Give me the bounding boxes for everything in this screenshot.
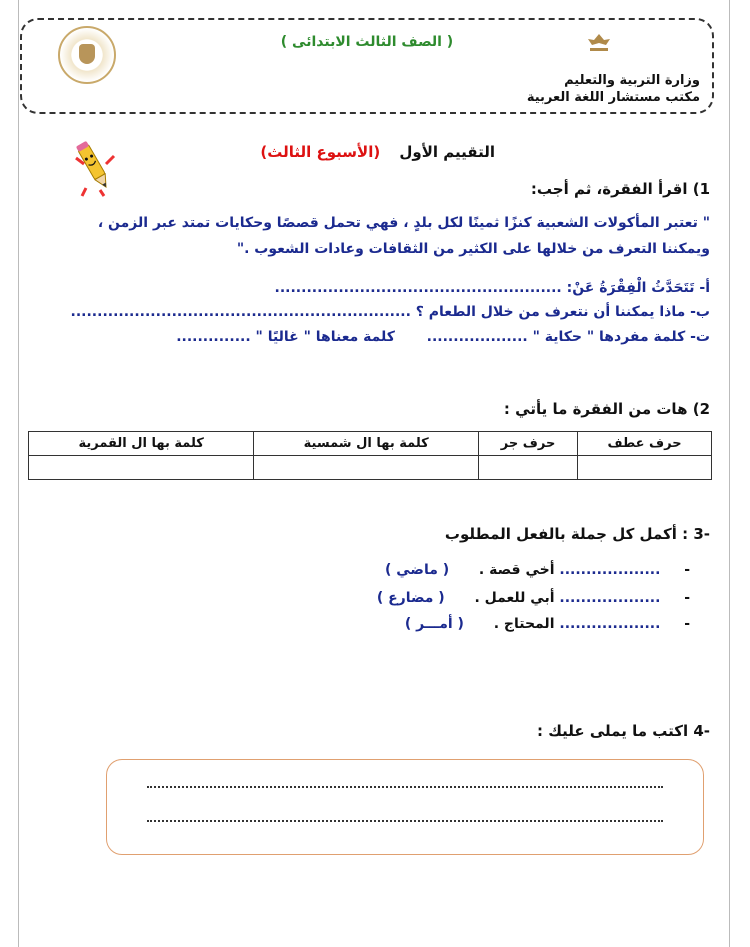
question-1-number: 1) bbox=[692, 180, 710, 198]
verb-sentence-text: المحتاج . bbox=[493, 616, 555, 632]
assessment-name: التقييم الأول bbox=[399, 143, 495, 161]
verb-tense-tag: ( أمـــر ) bbox=[404, 616, 464, 632]
dictation-line-2[interactable] bbox=[147, 820, 663, 822]
verb-sentence-dash: - bbox=[684, 590, 690, 606]
question-2-instruction: هات من الفقرة ما يأتي : bbox=[503, 400, 688, 418]
table-answer-row bbox=[29, 456, 712, 480]
reading-passage bbox=[50, 210, 710, 262]
question-3-heading bbox=[445, 525, 710, 543]
question-1b-label: ب- ماذا يمكننا أن نتعرف من خلال الطعام ؟ bbox=[415, 304, 710, 320]
table-header-cell: حرف جر bbox=[479, 432, 578, 456]
question-4-heading bbox=[537, 722, 710, 740]
dictation-line-1[interactable] bbox=[147, 786, 663, 788]
question-4-instruction: اكتب ما يملى عليك : bbox=[536, 722, 689, 740]
question-4-number: -4 bbox=[693, 722, 710, 740]
grade-label: ( الصف الثالث الابتدائى ) bbox=[280, 34, 454, 50]
question-2-number: 2) bbox=[692, 400, 710, 418]
question-2-heading bbox=[504, 400, 710, 418]
ministry-line-1: وزارة التربية والتعليم bbox=[564, 73, 700, 88]
question-1c-label-1: ت- كلمة مفردها " حكاية " bbox=[532, 329, 710, 345]
verb-sentence-text: أخي قصة . bbox=[478, 562, 555, 578]
verb-sentence-text: أبي للعمل . bbox=[474, 590, 555, 606]
question-1c bbox=[176, 329, 710, 345]
verb-sentence-3 bbox=[405, 616, 690, 632]
verb-answer-line[interactable]: ................... bbox=[559, 562, 661, 578]
ministry-name bbox=[527, 72, 700, 106]
verb-sentence-dash: - bbox=[684, 562, 690, 578]
question-3-instruction: : أكمل كل جملة بالفعل المطلوب bbox=[444, 525, 689, 543]
worksheet-header bbox=[20, 18, 714, 114]
table-answer-cell[interactable] bbox=[578, 456, 712, 480]
passage-line-1: " تعتبر المأكولات الشعبية كنزًا ثمينًا لكل بلدٍ ، فهي تحمل قصصًا وحكايات تمتد عبر الزمن ، bbox=[97, 215, 710, 231]
ministry-line-2: مكتب مستشار اللغة العربية bbox=[526, 90, 700, 105]
question-1b bbox=[71, 304, 710, 320]
question-1-heading bbox=[531, 180, 710, 198]
pencil-mascot-icon bbox=[70, 138, 120, 198]
table-header-cell: كلمة بها ال شمسية bbox=[254, 432, 479, 456]
verb-answer-line[interactable]: ................... bbox=[559, 616, 661, 632]
question-1a bbox=[275, 280, 710, 296]
assessment-title bbox=[260, 143, 495, 161]
question-1a-label: أ- تَتَحَدَّثُ الْفِقْرَةُ عَنْ: bbox=[566, 280, 710, 296]
ministry-emblem-icon bbox=[586, 32, 612, 54]
verb-tense-tag: ( مضارع ) bbox=[376, 590, 445, 606]
table-answer-cell[interactable] bbox=[479, 456, 578, 480]
passage-line-2: ويمكننا التعرف من خلالها على الكثير من الثقافات وعادات الشعوب ." bbox=[236, 241, 710, 257]
question-1b-answer-line[interactable]: ................................................................ bbox=[70, 304, 411, 320]
question-1c-answer-line-2[interactable]: .............. bbox=[176, 329, 251, 345]
word-classification-table bbox=[28, 431, 712, 480]
table-header-cell: حرف عطف bbox=[578, 432, 712, 456]
question-3-number: -3 bbox=[693, 525, 710, 543]
question-1a-answer-line[interactable]: ...................................................... bbox=[274, 280, 562, 296]
assessment-week: (الأسبوع الثالث) bbox=[260, 143, 381, 161]
verb-answer-line[interactable]: ................... bbox=[559, 590, 661, 606]
dictation-box[interactable] bbox=[106, 759, 704, 855]
question-1-instruction: اقرأ الفقرة، ثم أجب: bbox=[530, 180, 688, 198]
verb-sentence-2 bbox=[377, 590, 690, 606]
table-answer-cell[interactable] bbox=[29, 456, 254, 480]
verb-sentence-1 bbox=[385, 562, 690, 578]
table-header-cell: كلمة بها ال القمرية bbox=[29, 432, 254, 456]
question-1c-label-2: كلمة معناها " غاليًا " bbox=[255, 329, 395, 345]
table-header-row bbox=[29, 432, 712, 456]
verb-tense-tag: ( ماضي ) bbox=[385, 562, 450, 578]
table-answer-cell[interactable] bbox=[254, 456, 479, 480]
question-1c-answer-line-1[interactable]: ................... bbox=[426, 329, 528, 345]
verb-sentence-dash: - bbox=[684, 616, 690, 632]
